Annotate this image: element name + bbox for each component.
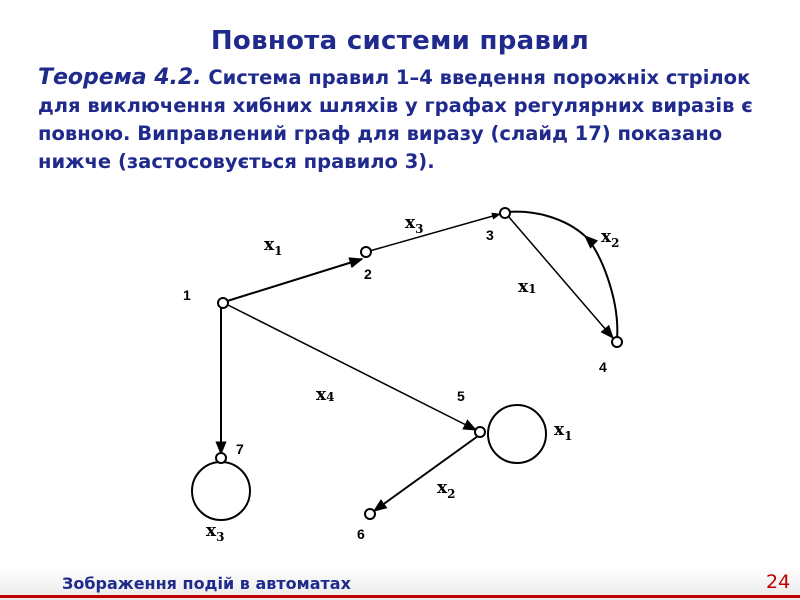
node-label-6: 6 <box>357 526 365 542</box>
node-label-4: 4 <box>599 359 607 375</box>
edge-label-1-2: $x_1$ <box>264 235 283 258</box>
footer-divider <box>0 595 800 598</box>
edge-1-2 <box>224 259 362 302</box>
edge-label-1-5: x4 <box>316 385 335 405</box>
edge-label-5-6: $x_2$ <box>437 478 456 501</box>
node-7 <box>216 453 226 463</box>
edge-1-5 <box>226 304 476 430</box>
edge-2-3 <box>366 214 500 252</box>
node-label-5: 5 <box>457 388 465 404</box>
theorem-heading: Теорема 4.2. <box>38 65 202 90</box>
edge-label-3-4: x1 <box>518 277 537 297</box>
edge-label-loop-7: $x_3$ <box>206 521 225 544</box>
node-label-2: 2 <box>364 266 372 282</box>
edge-label-2-3: $x_3$ <box>405 213 424 236</box>
node-2 <box>361 247 371 257</box>
edge-4-3-tail <box>508 212 585 236</box>
node-5 <box>475 427 485 437</box>
node-6 <box>365 509 375 519</box>
node-1 <box>218 298 228 308</box>
node-label-7: 7 <box>236 441 244 457</box>
loop-7 <box>192 462 250 520</box>
slide-title: Повнота системи правил <box>210 26 590 56</box>
node-3 <box>500 208 510 218</box>
theorem-body: Система правил 1–4 введення порожніх стрілок для виключення хибних шляхів у графах регулярних виразів є повною. Виправлений граф для виразу (слайд 17) показано нижче (застосовується правило 3). <box>38 66 753 173</box>
node-label-3: 3 <box>486 227 494 243</box>
footer-title: Зображення подій в автоматах <box>62 574 351 593</box>
node-label-1: 1 <box>183 287 191 303</box>
node-4 <box>612 337 622 347</box>
loop-5 <box>488 405 546 463</box>
edge-label-loop-5: $x_1$ <box>554 420 573 443</box>
edge-label-4-3: $x_2$ <box>601 227 620 250</box>
edge-5-6 <box>374 436 478 511</box>
page-number: 24 <box>766 571 791 593</box>
